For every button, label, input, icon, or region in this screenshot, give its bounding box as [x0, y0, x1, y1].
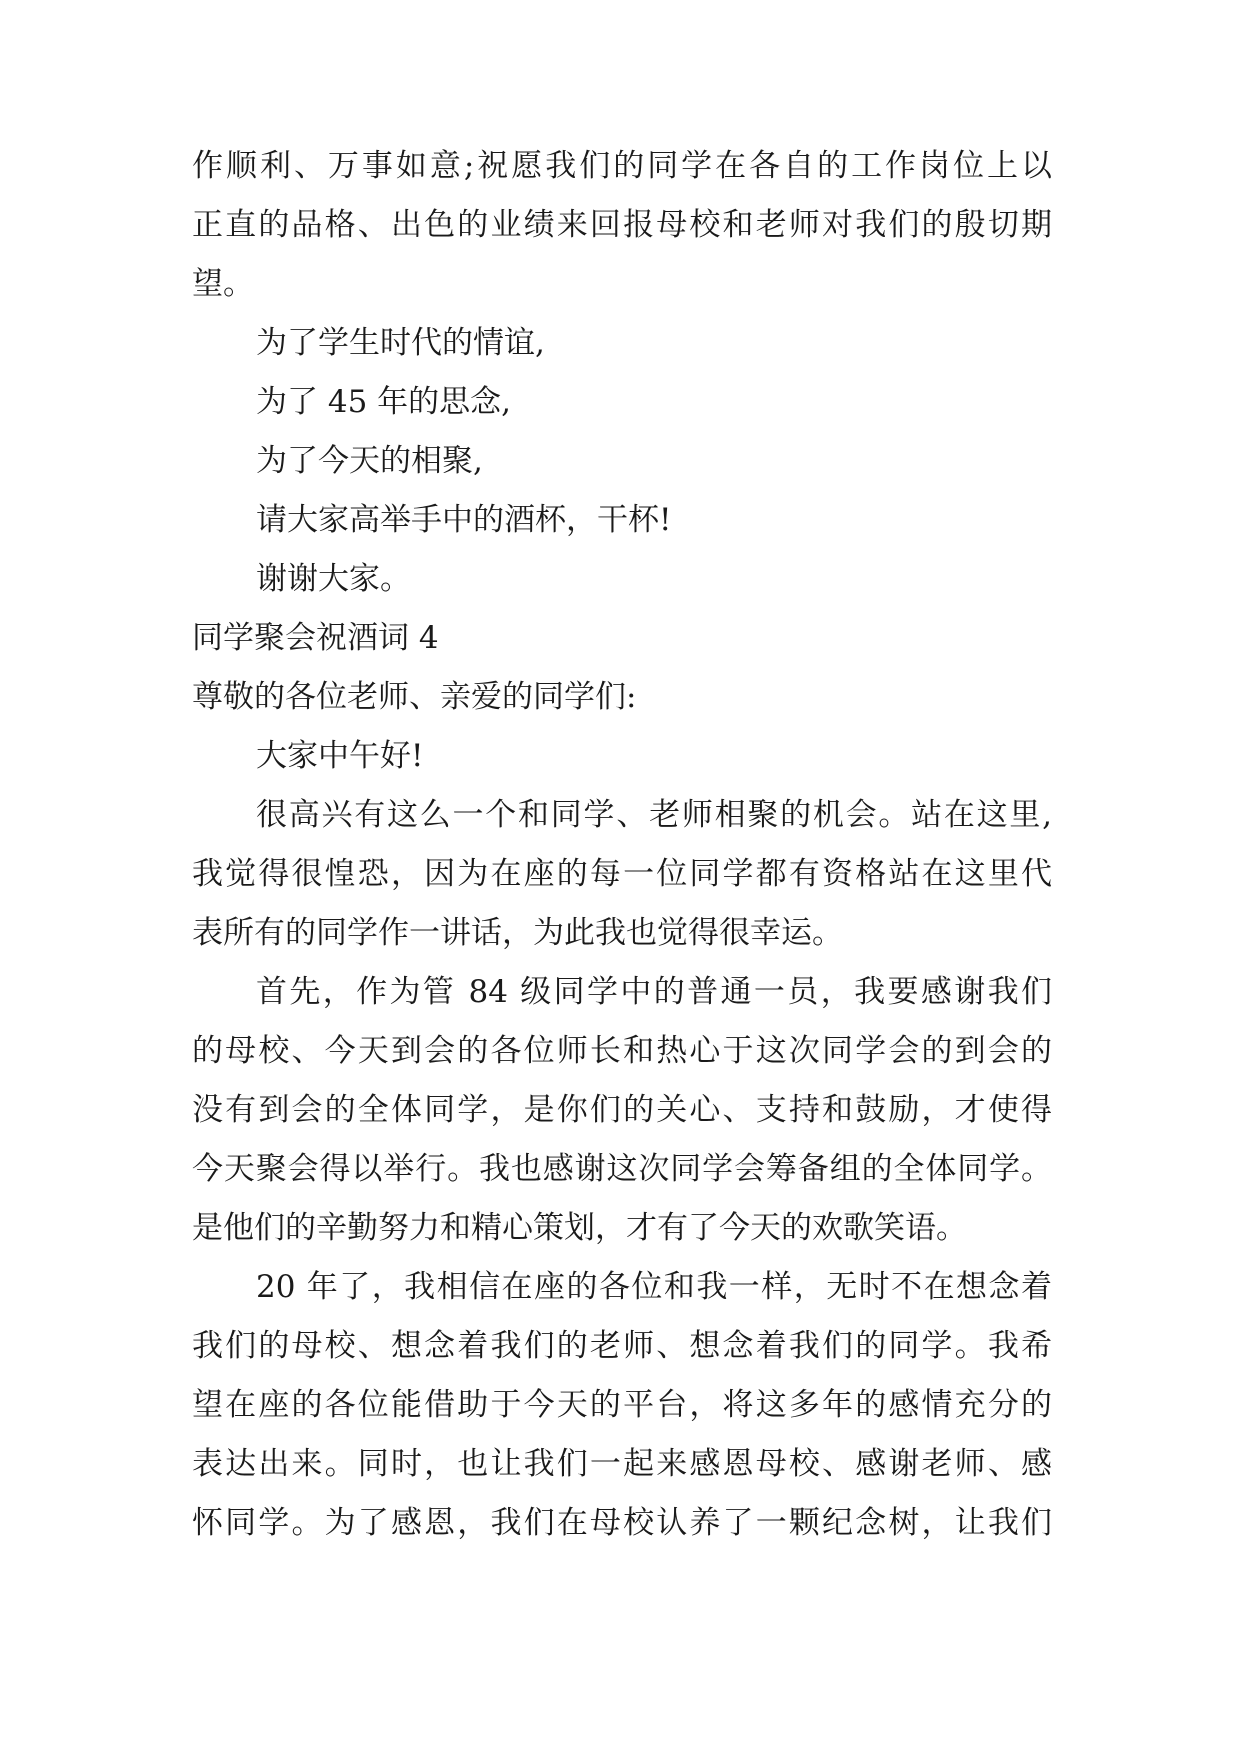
text-line: 请大家高举手中的酒杯，干杯!: [256, 502, 672, 538]
text-line: 表所有的同学作一讲话，为此我也觉得很幸运。: [192, 915, 843, 951]
text-line: 为了 45 年的思念,: [256, 384, 512, 420]
text-line: 为了今天的相聚,: [256, 443, 483, 479]
text-line: 很高兴有这么一个和同学、老师相聚的机会。站在这里,: [256, 797, 1052, 833]
text-line: 首先，作为管 84 级同学中的普通一员，我要感谢我们: [256, 974, 1052, 1010]
text-line: 我觉得很惶恐，因为在座的每一位同学都有资格站在这里代: [192, 856, 1052, 892]
text-line: 正直的品格、出色的业绩来回报母校和老师对我们的殷切期: [192, 207, 1052, 243]
salutation: 尊敬的各位老师、亲爱的同学们:: [192, 679, 637, 715]
text-line: 今天聚会得以举行。我也感谢这次同学会筹备组的全体同学。: [192, 1151, 1052, 1187]
text-line: 谢谢大家。: [256, 561, 411, 597]
section-heading: 同学聚会祝酒词 4: [192, 620, 439, 656]
text-line: 作顺利、万事如意;祝愿我们的同学在各自的工作岗位上以: [192, 148, 1052, 184]
text-line: 望。: [192, 266, 254, 302]
text-line: 没有到会的全体同学，是你们的关心、支持和鼓励，才使得: [192, 1092, 1052, 1128]
text-line: 怀同学。为了感恩，我们在母校认养了一颗纪念树，让我们: [192, 1505, 1052, 1541]
text-line: 为了学生时代的情谊,: [256, 325, 545, 361]
text-line: 大家中午好!: [256, 738, 424, 774]
text-line: 是他们的辛勤努力和精心策划，才有了今天的欢歌笑语。: [192, 1210, 967, 1246]
text-line: 表达出来。同时，也让我们一起来感恩母校、感谢老师、感: [192, 1446, 1052, 1482]
text-line: 的母校、今天到会的各位师长和热心于这次同学会的到会的: [192, 1033, 1052, 1069]
text-line: 我们的母校、想念着我们的老师、想念着我们的同学。我希: [192, 1328, 1052, 1364]
text-line: 望在座的各位能借助于今天的平台，将这多年的感情充分的: [192, 1387, 1052, 1423]
text-line: 20 年了，我相信在座的各位和我一样，无时不在想念着: [256, 1269, 1052, 1305]
